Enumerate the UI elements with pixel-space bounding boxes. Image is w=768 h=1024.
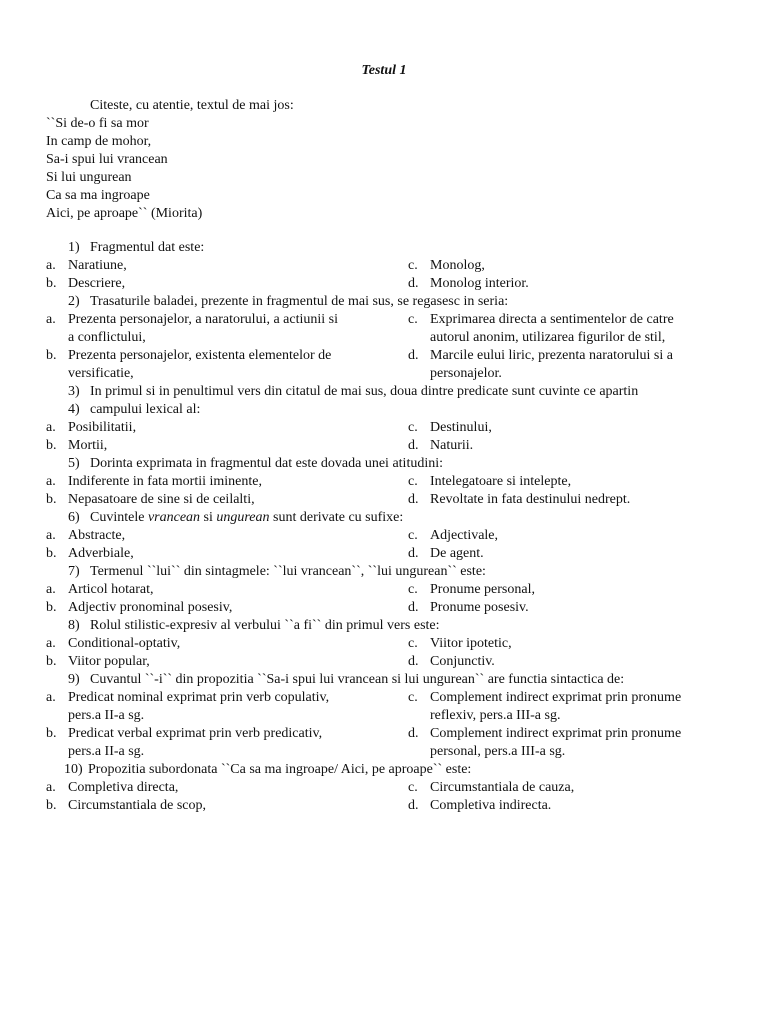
poem-line: Sa-i spui lui vrancean (46, 152, 168, 167)
poem-excerpt (46, 115, 202, 223)
option-text (68, 653, 150, 671)
option-letter: c. (408, 312, 418, 327)
option-row (0, 473, 768, 491)
option-letter: a. (46, 474, 56, 489)
option-row (0, 347, 768, 383)
option-text-line: Monolog, (430, 258, 485, 273)
option-letter: d. (408, 348, 419, 363)
option-text (430, 581, 535, 599)
option-text (430, 653, 495, 671)
option-letter: b. (46, 276, 57, 291)
question-list (0, 239, 768, 815)
option-text (430, 311, 674, 347)
option-row (0, 527, 768, 545)
option-text-line: Adjectiv pronominal posesiv, (68, 600, 233, 615)
option-text-line: Monolog interior. (430, 276, 529, 291)
option-text-line: De agent. (430, 546, 484, 561)
option-letter: c. (408, 780, 418, 795)
option-text (430, 797, 551, 815)
option-letter: a. (46, 636, 56, 651)
option-text-line: autorul anonim, utilizarea figurilor de stil, (430, 330, 666, 345)
emphasized-word: vrancean (147, 510, 201, 525)
option-text-line: Predicat nominal exprimat prin verb copulativ, (68, 690, 330, 705)
option-text (430, 545, 484, 563)
option-letter: a. (46, 690, 56, 705)
option-row (0, 257, 768, 275)
question-number: 1) (68, 240, 80, 255)
option-letter: b. (46, 654, 57, 669)
option-text-line: Articol hotarat, (68, 582, 154, 597)
option-row (0, 275, 768, 293)
option-text (430, 491, 630, 509)
question-line (0, 563, 768, 581)
option-text-line: Pronume posesiv. (430, 600, 529, 615)
question-text: Trasaturile baladei, prezente in fragmentul de mai sus, se regasesc in seria: (90, 294, 509, 309)
option-letter: c. (408, 528, 418, 543)
option-text-line: Prezenta personajelor, a naratorului, a actiunii si (68, 312, 338, 327)
question-number: 6) (68, 510, 80, 525)
option-text-line: Descriere, (68, 276, 126, 291)
option-text (68, 545, 134, 563)
option-text-line: Intelegatoare si intelepte, (430, 474, 572, 489)
option-row (0, 689, 768, 725)
poem-line: Aici, pe aproape`` (Miorita) (46, 206, 203, 221)
option-row (0, 419, 768, 437)
option-text (430, 257, 485, 275)
option-letter: a. (46, 420, 56, 435)
option-text (430, 473, 571, 491)
question-line (0, 383, 768, 401)
option-text-line: Viitor popular, (68, 654, 150, 669)
question-number: 3) (68, 384, 80, 399)
option-text-line: Exprimarea directa a sentimentelor de catre (430, 312, 674, 327)
question-line (0, 509, 768, 527)
option-letter: d. (408, 492, 419, 507)
option-letter: a. (46, 780, 56, 795)
option-row (0, 491, 768, 509)
question-line (0, 293, 768, 311)
option-text-line: Naratiune, (68, 258, 127, 273)
option-row (0, 581, 768, 599)
option-text-line: Adverbiale, (68, 546, 134, 561)
question-line (0, 671, 768, 689)
emphasized-word: ungurean (216, 510, 270, 525)
option-letter: c. (408, 636, 418, 651)
option-letter: d. (408, 438, 419, 453)
option-text-line: personajelor. (430, 366, 502, 381)
option-text-line: Nepasatoare de sine si de ceilalti, (68, 492, 255, 507)
option-text (430, 527, 498, 545)
question-text-part: sunt derivate cu sufixe: (269, 510, 404, 525)
option-text (430, 599, 529, 617)
option-text-line: Circumstantiala de scop, (68, 798, 207, 813)
option-text (68, 635, 180, 653)
option-text (68, 257, 127, 275)
poem-line: ``Si de-o fi sa mor (46, 116, 149, 131)
option-text-line: Abstracte, (68, 528, 126, 543)
option-letter: c. (408, 258, 418, 273)
option-text-line: Viitor ipotetic, (430, 636, 512, 651)
option-text (68, 437, 107, 455)
option-letter: a. (46, 258, 56, 273)
option-text (68, 275, 125, 293)
document-title: Testul 1 (361, 63, 407, 78)
option-letter: a. (46, 582, 56, 597)
option-text (68, 491, 255, 509)
option-text (68, 797, 206, 815)
option-text-line: Naturii. (430, 438, 474, 453)
question-text: Fragmentul dat este: (90, 240, 205, 255)
option-row (0, 797, 768, 815)
option-text (68, 779, 178, 797)
option-letter: d. (408, 546, 419, 561)
option-text (68, 725, 322, 761)
question-text: In primul si in penultimul vers din citatul de mai sus, doua dintre predicate sunt cuvinte ce apartin (90, 384, 639, 399)
option-letter: c. (408, 582, 418, 597)
option-text (68, 419, 136, 437)
option-letter: c. (408, 420, 418, 435)
option-text-line: Pronume personal, (430, 582, 535, 597)
intro-instruction: Citeste, cu atentie, textul de mai jos: (90, 98, 294, 113)
option-letter: c. (408, 690, 418, 705)
question-text: Propozitia subordonata ``Ca sa ma ingroape/ Aici, pe aproape`` este: (88, 762, 472, 777)
question-number: 7) (68, 564, 80, 579)
option-letter: c. (408, 474, 418, 489)
question-number: 8) (68, 618, 80, 633)
option-text-line: pers.a II-a sg. (68, 708, 145, 723)
option-text-line: Adjectivale, (430, 528, 499, 543)
option-letter: a. (46, 528, 56, 543)
option-text-line: Conditional-optativ, (68, 636, 181, 651)
question-number: 10) (64, 762, 83, 777)
option-text-line: Indiferente in fata mortii iminente, (68, 474, 262, 489)
option-row (0, 635, 768, 653)
option-letter: d. (408, 600, 419, 615)
option-text-line: Complement indirect exprimat prin pronume (430, 726, 682, 741)
option-text (68, 689, 329, 725)
question-text (90, 509, 403, 527)
option-text (68, 581, 154, 599)
option-row (0, 779, 768, 797)
option-text-line: personal, pers.a III-a sg. (430, 744, 566, 759)
question-number: 9) (68, 672, 80, 687)
option-letter: b. (46, 438, 57, 453)
option-letter: d. (408, 276, 419, 291)
option-text (430, 347, 673, 383)
poem-line: Si lui ungurean (46, 170, 132, 185)
option-text (68, 473, 262, 491)
option-text-line: Completiva directa, (68, 780, 179, 795)
option-letter: a. (46, 312, 56, 327)
option-text-line: reflexiv, pers.a III-a sg. (430, 708, 561, 723)
option-letter: b. (46, 348, 57, 363)
option-text-line: a conflictului, (68, 330, 146, 345)
option-text (68, 527, 125, 545)
question-line (0, 239, 768, 257)
option-text-line: pers.a II-a sg. (68, 744, 145, 759)
option-letter: b. (46, 726, 57, 741)
option-text-line: Posibilitatii, (68, 420, 137, 435)
option-text-line: Completiva indirecta. (430, 798, 552, 813)
option-text (430, 437, 473, 455)
option-text (430, 275, 529, 293)
option-letter: d. (408, 798, 419, 813)
option-row (0, 545, 768, 563)
question-text: campului lexical al: (90, 402, 201, 417)
option-text (430, 779, 574, 797)
option-letter: b. (46, 546, 57, 561)
question-text-part: si (200, 510, 217, 525)
option-text (68, 599, 232, 617)
option-text-line: Revoltate in fata destinului nedrept. (430, 492, 631, 507)
option-text-line: Prezenta personajelor, existenta elementelor de (68, 348, 332, 363)
option-text (68, 311, 338, 347)
question-line (0, 761, 768, 779)
option-letter: d. (408, 654, 419, 669)
option-row (0, 437, 768, 455)
option-text-line: Predicat verbal exprimat prin verb predicativ, (68, 726, 323, 741)
option-text (430, 635, 512, 653)
option-text (68, 347, 331, 383)
question-line (0, 617, 768, 635)
option-row (0, 725, 768, 761)
question-text: Rolul stilistic-expresiv al verbului ``a fi`` din primul vers este: (90, 618, 440, 633)
question-text: Termenul ``lui`` din sintagmele: ``lui vrancean``, ``lui ungurean`` este: (90, 564, 486, 579)
question-line (0, 401, 768, 419)
question-text-part: Cuvintele (90, 510, 148, 525)
option-text-line: Destinului, (430, 420, 492, 435)
option-text-line: Complement indirect exprimat prin pronume (430, 690, 682, 705)
question-number: 5) (68, 456, 80, 471)
option-text-line: versificatie, (68, 366, 134, 381)
option-text-line: Conjunctiv. (430, 654, 495, 669)
poem-line: In camp de mohor, (46, 134, 152, 149)
question-number: 2) (68, 294, 80, 309)
option-text (430, 419, 492, 437)
option-letter: d. (408, 726, 419, 741)
question-number: 4) (68, 402, 80, 417)
question-text: Cuvantul ``-i`` din propozitia ``Sa-i spui lui vrancean si lui ungurean`` are functia sintactica de: (90, 672, 625, 687)
poem-line: Ca sa ma ingroape (46, 188, 150, 203)
option-letter: b. (46, 600, 57, 615)
option-text (430, 725, 681, 761)
option-text-line: Mortii, (68, 438, 108, 453)
option-text-line: Marcile eului liric, prezenta naratorului si a (430, 348, 673, 363)
question-line (0, 455, 768, 473)
option-letter: b. (46, 798, 57, 813)
option-row (0, 599, 768, 617)
question-text: Dorinta exprimata in fragmentul dat este dovada unei atitudini: (90, 456, 444, 471)
option-text-line: Circumstantiala de cauza, (430, 780, 575, 795)
option-row (0, 311, 768, 347)
option-text (430, 689, 681, 725)
option-letter: b. (46, 492, 57, 507)
option-row (0, 653, 768, 671)
